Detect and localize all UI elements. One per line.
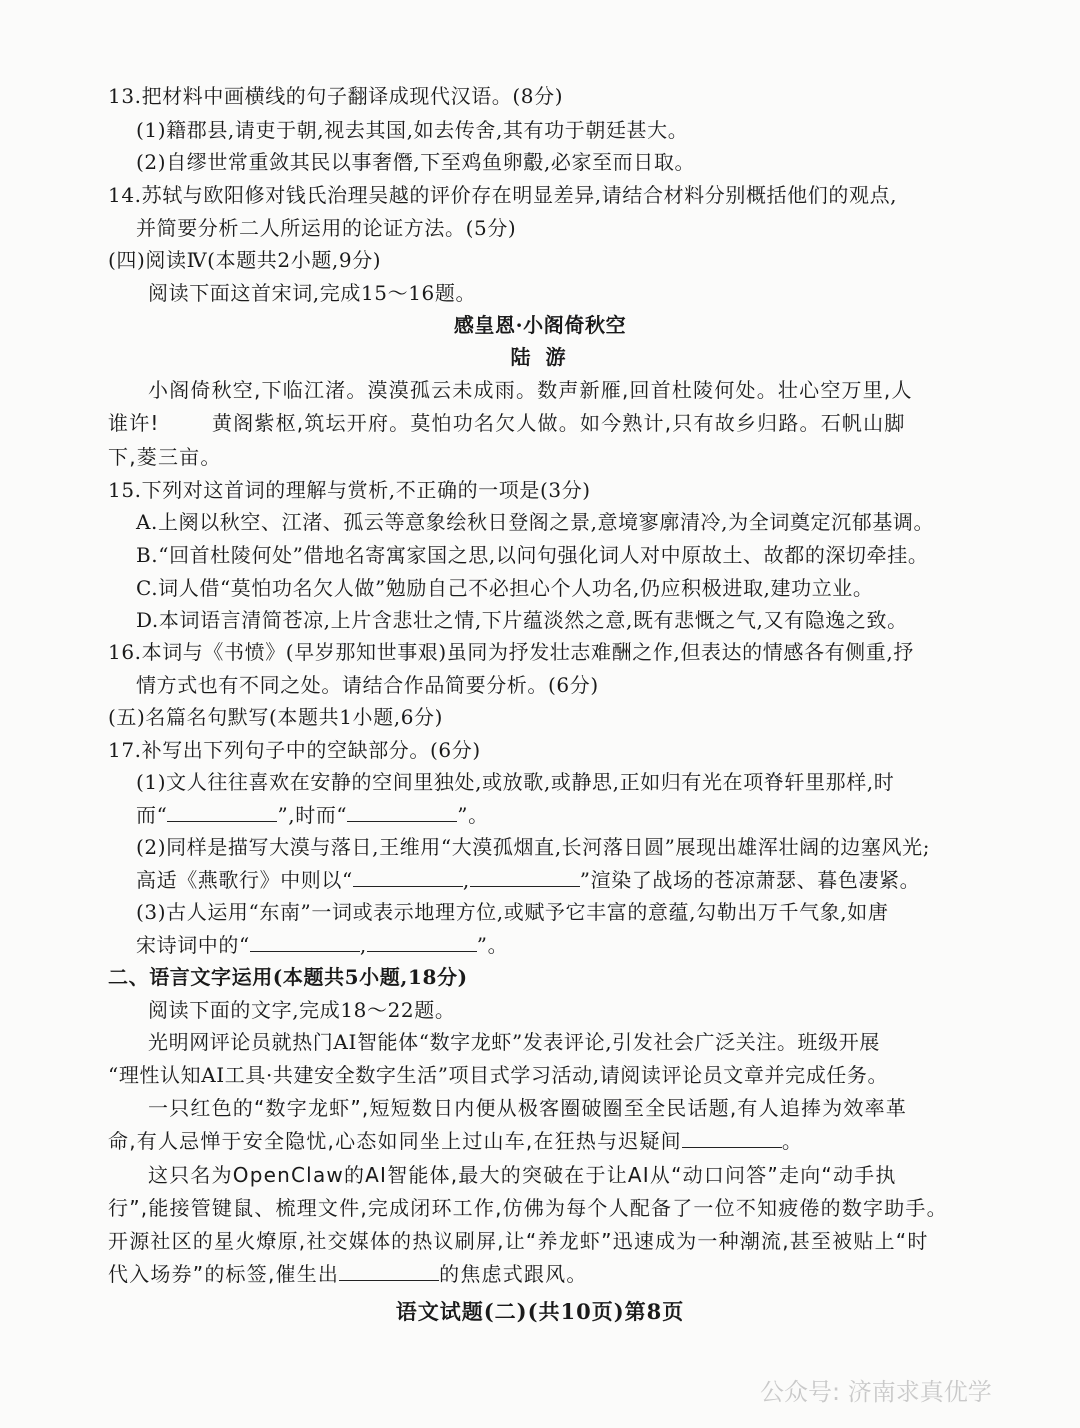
q17-s2-text-1: 高适《燕歌行》中则以“ (136, 868, 353, 892)
page-footer: 语文试题(二)(共10页)第8页 (395, 1299, 685, 1324)
q15-option-c: C.词人借“莫怕功名欠人做”勉励自己不必担心个人功名,仍应积极进取,建功立业。 (136, 576, 874, 600)
watermark: 公众号: 济南求真优学 (760, 1378, 992, 1406)
section-4-title: (四)阅读Ⅳ(本题共2小题,9分) (108, 248, 382, 272)
answer-blank-3[interactable] (353, 868, 463, 887)
passage-p3-line-4 (108, 1260, 588, 1288)
answer-blank-1[interactable] (167, 803, 277, 822)
poem-author: 陆 游 (510, 345, 570, 369)
answer-blank-5[interactable] (250, 933, 360, 952)
poem-title: 感皇恩·小阁倚秋空 (453, 313, 627, 337)
passage-p2-line-2 (108, 1127, 803, 1155)
q15-option-a: A.上阕以秋空、江渚、孤云等意象绘秋日登阁之景,意境寥廓清冷,为全词奠定沉郁基调。 (136, 510, 935, 534)
q17-s2-text-3: ”渲染了战场的苍凉萧瑟、暮色凄紧。 (579, 868, 921, 892)
poem-line-3: 下,菱三亩。 (108, 445, 222, 469)
passage-p2-line-1: 一只红色的“数字龙虾”,短短数日内便从极客圈破圈至全民话题,有人追捧为效率革 (148, 1096, 908, 1120)
section-4-intro: 阅读下面这首宋词,完成15～16题。 (148, 281, 477, 305)
passage-p3-line-2: 行”,能接管键鼠、梳理文件,完成闭环工作,仿佛为每个人配备了一位不知疲倦的数字助手。 (108, 1196, 948, 1220)
q17-s1-text-3: ”。 (457, 803, 489, 827)
passage-p3-line-1: 这只名为OpenClaw的AI智能体,最大的突破在于让AI从“动口问答”走向“动手执 (148, 1163, 897, 1187)
section-5-title: (五)名篇名句默写(本题共1小题,6分) (108, 705, 444, 729)
answer-blank-2[interactable] (347, 803, 457, 822)
passage-p3-end: 的焦虑式跟风。 (439, 1262, 588, 1286)
q17-s2-line-1: (2)同样是描写大漠与落日,王维用“大漠孤烟直,长河落日圆”展现出雄浑壮阔的边塞风光; (136, 835, 931, 859)
passage-p3-text: 代入场券”的标签,催生出 (108, 1262, 340, 1286)
q13-stem: 13.把材料中画横线的句子翻译成现代汉语。(8分) (108, 84, 564, 108)
passage-p2-text: 命,有人忌惮于安全隐忧,心态如同坐上过山车,在狂热与迟疑间 (108, 1129, 682, 1153)
q17-s1-text-2: ”,时而“ (277, 803, 348, 827)
q16-line-2: 情方式也有不同之处。请结合作品简要分析。(6分) (136, 673, 599, 697)
q13-sentence-2: (2)自缪世常重敛其民以事奢僭,下至鸡鱼卵鷇,必家至而日取。 (136, 150, 696, 174)
q15-option-d: D.本词语言清简苍凉,上片含悲壮之情,下片蕴淡然之意,既有悲慨之气,又有隐逸之致。 (136, 608, 908, 632)
poem-line-2b: 黄阁紫枢,筑坛开府。莫怕功名欠人做。如今熟计,只有故乡归路。石帆山脚 (212, 411, 906, 435)
q16-line-1: 16.本词与《书愤》(早岁那知世事艰)虽同为抒发壮志难酬之作,但表达的情感各有侧重,抒 (108, 640, 914, 664)
q17-s1-line-1: (1)文人往往喜欢在安静的空间里独处,或放歌,或静思,正如归有光在项脊轩里那样,时 (136, 770, 895, 794)
q14-line-2: 并简要分析二人所运用的论证方法。(5分) (136, 216, 517, 240)
answer-blank-4[interactable] (470, 868, 580, 887)
q17-stem: 17.补写出下列句子中的空缺部分。(6分) (108, 738, 481, 762)
q17-s1-text-1: 而“ (136, 803, 168, 827)
answer-blank-6[interactable] (367, 933, 477, 952)
q17-s3-text-1: 宋诗词中的“ (136, 933, 250, 957)
q14-line-1: 14.苏轼与欧阳修对钱氏治理吴越的评价存在明显差异,请结合材料分别概括他们的观点, (108, 183, 898, 207)
q17-s3-line-1: (3)古人运用“东南”一词或表示地理方位,或赋予它丰富的意蕴,勾勒出万千气象,如唐 (136, 900, 889, 924)
poem-line-1: 小阁倚秋空,下临江渚。漠漠孤云未成雨。数声新雁,回首杜陵何处。壮心空万里,人 (148, 378, 913, 402)
q17-s2-line-2 (136, 866, 920, 894)
q17-s3-text-3: ”。 (476, 933, 509, 957)
passage-p3-line-3: 开源社区的星火燎原,社交媒体的热议刷屏,让“养龙虾”迅速成为一种潮流,甚至被贴上“时 (108, 1229, 929, 1253)
poem-line-2a: 谁许! (108, 411, 160, 435)
passage-p1-line-1: 光明网评论员就热门AI智能体“数字龙虾”发表评论,引发社会广泛关注。班级开展 (148, 1030, 880, 1054)
part-2-intro: 阅读下面的文字,完成18～22题。 (148, 998, 456, 1022)
q17-s3-line-2 (136, 931, 508, 959)
answer-blank-7[interactable] (682, 1129, 782, 1148)
part-2-title: 二、语言文字运用(本题共5小题,18分) (108, 965, 468, 989)
q17-s3-text-2: , (359, 933, 367, 957)
q15-stem: 15.下列对这首词的理解与赏析,不正确的一项是(3分) (108, 478, 591, 502)
q13-sentence-1: (1)籍郡县,请吏于朝,视去其国,如去传舍,其有功于朝廷甚大。 (136, 118, 689, 142)
passage-p1-line-2: “理性认知AI工具·共建安全数字生活”项目式学习活动,请阅读评论员文章并完成任务。 (108, 1063, 889, 1087)
answer-blank-8[interactable] (339, 1262, 439, 1281)
q17-s1-line-2 (136, 801, 489, 829)
q15-option-b: B.“回首杜陵何处”借地名寄寓家国之思,以问句强化词人对中原故土、故都的深切牵挂。 (136, 543, 929, 567)
passage-p2-end: 。 (781, 1129, 804, 1153)
q17-s2-text-2: , (462, 868, 470, 892)
